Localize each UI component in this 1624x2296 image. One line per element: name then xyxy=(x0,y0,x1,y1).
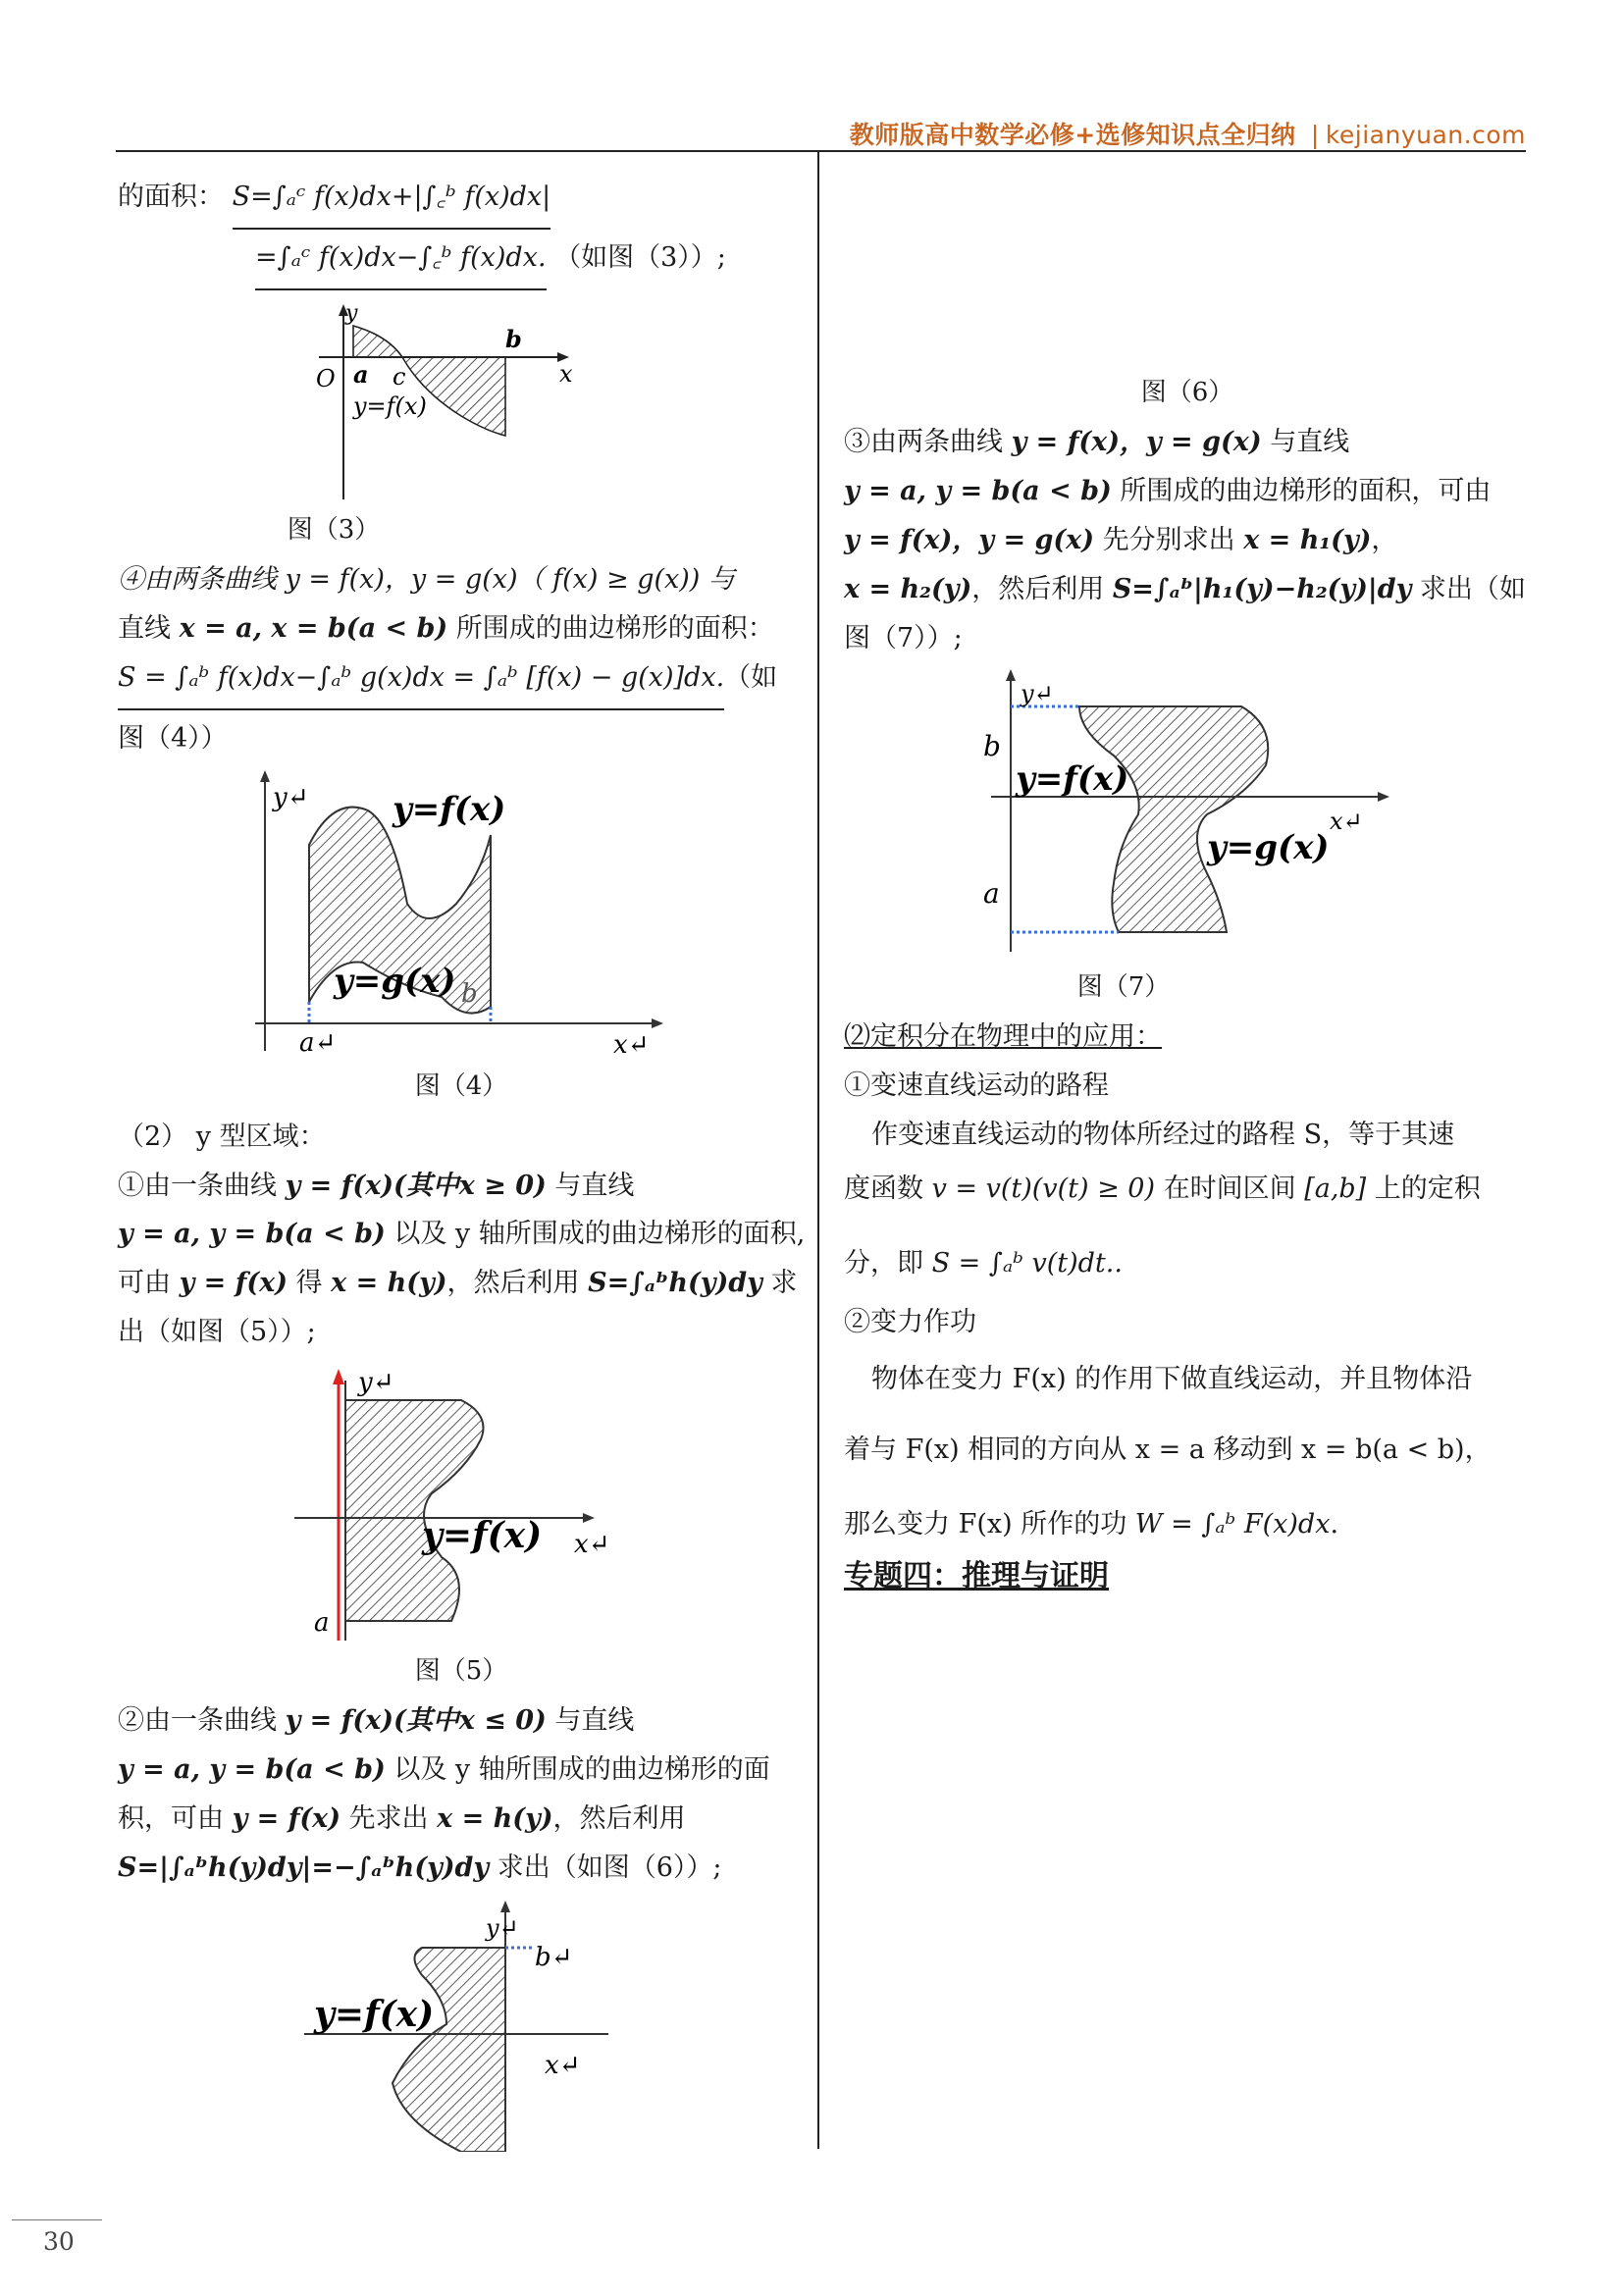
fig7-g-label: y=g(x) xyxy=(1207,827,1330,867)
fig3-b-label: b xyxy=(505,324,522,353)
fig3-origin-label: O xyxy=(316,364,336,392)
fig4-caption: 图（4） xyxy=(414,1071,508,1102)
item2-line1-math: y = f(x)(其中x ≤ 0) xyxy=(285,1705,547,1737)
fig5-x-label: x↵ xyxy=(574,1529,610,1559)
fig6-y-label: y↵ xyxy=(486,1913,519,1942)
item3-line4 xyxy=(844,569,1531,610)
fig4-y-label: y↵ xyxy=(273,783,309,813)
fig5-y-label: y↵ xyxy=(358,1367,394,1397)
item1-line3-math3: S=∫ₐᵇh(y)dy xyxy=(588,1268,762,1299)
item1-line1-suffix: 与直线 xyxy=(546,1170,635,1201)
fig4-f-label: y=f(x) xyxy=(393,790,506,830)
item1-line1-prefix: ①由一条曲线 xyxy=(118,1170,286,1201)
item2-line1-prefix: ②由一条曲线 xyxy=(118,1705,286,1737)
figure-3 xyxy=(314,298,608,504)
formula-1b: =∫ₐᶜ f(x)dx−∫꜀ᵇ f(x)dx. xyxy=(255,237,547,290)
item1-line4: 出（如图（5））; xyxy=(118,1317,316,1348)
formula-4-line xyxy=(118,657,805,710)
item1-line1-math: y = f(x)(其中x ≥ 0) xyxy=(285,1170,547,1201)
item4-line1: ④由两条曲线 y = f(x)，y = g(x)（ f(x) ≥ g(x)) 与 xyxy=(118,563,735,595)
formula-4: S = ∫ₐᵇ f(x)dx−∫ₐᵇ g(x)dx = ∫ₐᵇ [f(x) − g(x)]dx. xyxy=(118,657,724,710)
fig6-b-label: b↵ xyxy=(535,1942,573,1972)
item3-line3-mid: 先分别求出 xyxy=(1094,524,1244,555)
item3-line2-math: y = a, y = b(a < b) xyxy=(844,476,1112,507)
motion-line2-mid: 在时间区间 xyxy=(1155,1174,1305,1205)
work-line1: 物体在变力 F(x) 的作用下做直线运动，并且物体沿 xyxy=(871,1363,1473,1394)
fig5-a-label: a xyxy=(314,1607,330,1638)
item4-line2-suffix: 所围成的曲边梯形的面积： xyxy=(447,612,774,644)
item2-line3-math2: x = h(y) xyxy=(437,1802,553,1834)
motion-line3-math: S = ∫ₐᵇ v(t)dt.. xyxy=(931,1248,1123,1279)
figure-5 xyxy=(285,1361,638,1645)
work-line2: 着与 F(x) 相同的方向从 x = a 移动到 x = b(a < b)， xyxy=(844,1434,1492,1465)
item3-line1-suffix: 与直线 xyxy=(1261,427,1350,458)
work-heading: ②变力作功 xyxy=(844,1307,976,1338)
item1-line2-suffix: 以及 y 轴所围成的曲边梯形的面积, xyxy=(385,1219,806,1250)
fig4-g-label: y=g(x) xyxy=(334,962,456,1002)
item3-line1-math: y = f(x)，y = g(x) xyxy=(1011,427,1262,458)
figure-4 xyxy=(245,766,677,1061)
item3-line1-prefix: ③由两条曲线 xyxy=(844,427,1012,458)
motion-line3 xyxy=(844,1243,1531,1284)
topic4-heading: 专题四：推理与证明 xyxy=(844,1559,1109,1594)
work-line3 xyxy=(844,1504,1531,1545)
fig7-a-label: a xyxy=(983,876,1000,910)
motion-line2-math: v = v(t)(v(t) ≥ 0) xyxy=(931,1174,1156,1205)
fig6-f-label: y=f(x) xyxy=(314,1993,435,2035)
footer-rule xyxy=(12,2219,102,2220)
motion-line2 xyxy=(844,1169,1531,1210)
item3-line3-suffix: ， xyxy=(1371,524,1398,555)
item2-line3-mid: 先求出 xyxy=(340,1802,438,1834)
header-separator: | xyxy=(1310,121,1320,149)
figure-7 xyxy=(971,667,1403,962)
fig3-f-label: y=f(x) xyxy=(353,391,427,420)
work-line3-math: W = ∫ₐᵇ F(x)dx xyxy=(1134,1508,1331,1539)
fig4-x-label: x↵ xyxy=(613,1030,650,1061)
item4-line2-prefix: 直线 xyxy=(118,612,180,644)
fig7-f-label: y=f(x) xyxy=(1016,758,1129,799)
item3-line1 xyxy=(844,422,1531,463)
fig6-x-label: x↵ xyxy=(545,2050,581,2080)
fig3-a-label: a xyxy=(353,359,369,389)
motion-line2-math2: [a,b] xyxy=(1304,1174,1367,1205)
item1-line3-suffix: 求 xyxy=(761,1268,798,1299)
item2-line3-math1: y = f(x) xyxy=(232,1802,341,1834)
item2-line2-math: y = a, y = b(a < b) xyxy=(118,1754,386,1786)
formula-4-note: （如 xyxy=(724,661,778,693)
motion-line2-suffix: 上的定积 xyxy=(1366,1174,1481,1205)
section-y-region: （2） y 型区域： xyxy=(118,1121,326,1152)
item3-line4-math: x = h₂(y) xyxy=(844,573,972,604)
item2-line2 xyxy=(118,1749,805,1791)
item3-line5: 图（7））; xyxy=(844,622,963,653)
item1-line1 xyxy=(118,1166,805,1207)
physics-heading: ⑵定积分在物理中的应用： xyxy=(844,1020,1162,1052)
right-column xyxy=(844,373,1531,1600)
formula-1a: S=∫ₐᶜ f(x)dx+|∫꜀ᵇ f(x)dx| xyxy=(233,177,551,230)
item2-line4 xyxy=(118,1848,805,1889)
item4-line2-math: x = a, x = b(a < b) xyxy=(179,612,448,644)
item3-line4-math2: S=∫ₐᵇ|h₁(y)−h₂(y)|dy xyxy=(1112,573,1412,604)
fig7-b-label: b xyxy=(983,729,1001,762)
item3-line4-suffix: 求出（如 xyxy=(1411,573,1526,604)
item2-line3 xyxy=(118,1799,805,1840)
item1-line3-math2: x = h(y) xyxy=(331,1268,447,1299)
item3-line4-mid: ，然后利用 xyxy=(971,573,1113,604)
fig5-f-label: y=f(x) xyxy=(422,1514,543,1556)
header-site: kejianyuan.com xyxy=(1325,121,1526,149)
fig3-x-label: x xyxy=(559,359,573,388)
item1-line2 xyxy=(118,1214,805,1255)
item2-line3-suffix: ，然后利用 xyxy=(552,1802,686,1834)
header-book-title: 教师版高中数学必修+选修知识点全归纳 xyxy=(849,121,1296,149)
item3-line3-math2: x = h₁(y) xyxy=(1243,524,1372,555)
motion-line1: 作变速直线运动的物体所经过的路程 S，等于其速 xyxy=(871,1119,1455,1150)
area-formula-line1 xyxy=(118,177,805,230)
formula-1b-note: （如图（3））; xyxy=(554,241,726,273)
item2-line1 xyxy=(118,1700,805,1742)
item4-line2 xyxy=(118,608,805,650)
fig3-c-label: c xyxy=(393,362,406,391)
fig4-a-label: a↵ xyxy=(299,1028,337,1059)
work-line3-prefix: 那么变力 F(x) 所作的功 xyxy=(844,1508,1135,1539)
area-prefix: 的面积： xyxy=(118,182,224,212)
fig7-x-label: x↵ xyxy=(1330,807,1363,835)
item1-line3 xyxy=(118,1263,805,1304)
work-line3-suffix: . xyxy=(1330,1508,1339,1539)
item2-line2-suffix: 以及 y 轴所围成的曲边梯形的面 xyxy=(385,1754,770,1786)
item2-line1-suffix: 与直线 xyxy=(546,1705,635,1737)
left-column xyxy=(118,177,805,2158)
fig7-y-label: y↵ xyxy=(1021,679,1054,707)
fig4-ref: 图（4）） xyxy=(118,722,228,754)
column-divider xyxy=(817,152,819,2149)
item2-line4-math: S=|∫ₐᵇh(y)dy|=−∫ₐᵇh(y)dy xyxy=(118,1852,490,1883)
page-number: 30 xyxy=(43,2227,75,2256)
item1-line3-mid: 得 xyxy=(287,1268,332,1299)
header-rule xyxy=(116,150,1526,152)
item3-line2-suffix: 所围成的曲边梯形的面积，可由 xyxy=(1111,476,1492,507)
fig5-caption: 图（5） xyxy=(414,1655,508,1686)
page-header-title xyxy=(850,116,1526,151)
item3-line3 xyxy=(844,520,1531,561)
motion-line2-prefix: 度函数 xyxy=(844,1174,932,1205)
item3-line2 xyxy=(844,471,1531,512)
fig6-caption: 图（6） xyxy=(1140,378,1234,407)
item2-line4-suffix: 求出（如图（6））; xyxy=(489,1852,722,1883)
item2-line3-prefix: 积，可由 xyxy=(118,1802,233,1834)
fig4-b-label: b xyxy=(461,979,478,1010)
item1-line3-mid2: ，然后利用 xyxy=(446,1268,589,1299)
item1-line3-prefix: 可由 xyxy=(118,1268,180,1299)
item3-line3-math: y = f(x)，y = g(x) xyxy=(844,524,1095,555)
motion-heading: ①变速直线运动的路程 xyxy=(844,1070,1109,1101)
item1-line3-math1: y = f(x) xyxy=(179,1268,288,1299)
fig7-caption: 图（7） xyxy=(1076,971,1171,1002)
fig3-caption: 图（3） xyxy=(287,514,381,545)
motion-line3-prefix: 分，即 xyxy=(844,1248,932,1279)
item1-line2-math: y = a, y = b(a < b) xyxy=(118,1219,386,1250)
fig3-y-label: y xyxy=(345,300,358,326)
area-formula-line2 xyxy=(255,237,805,290)
figure-6 xyxy=(285,1897,638,2152)
